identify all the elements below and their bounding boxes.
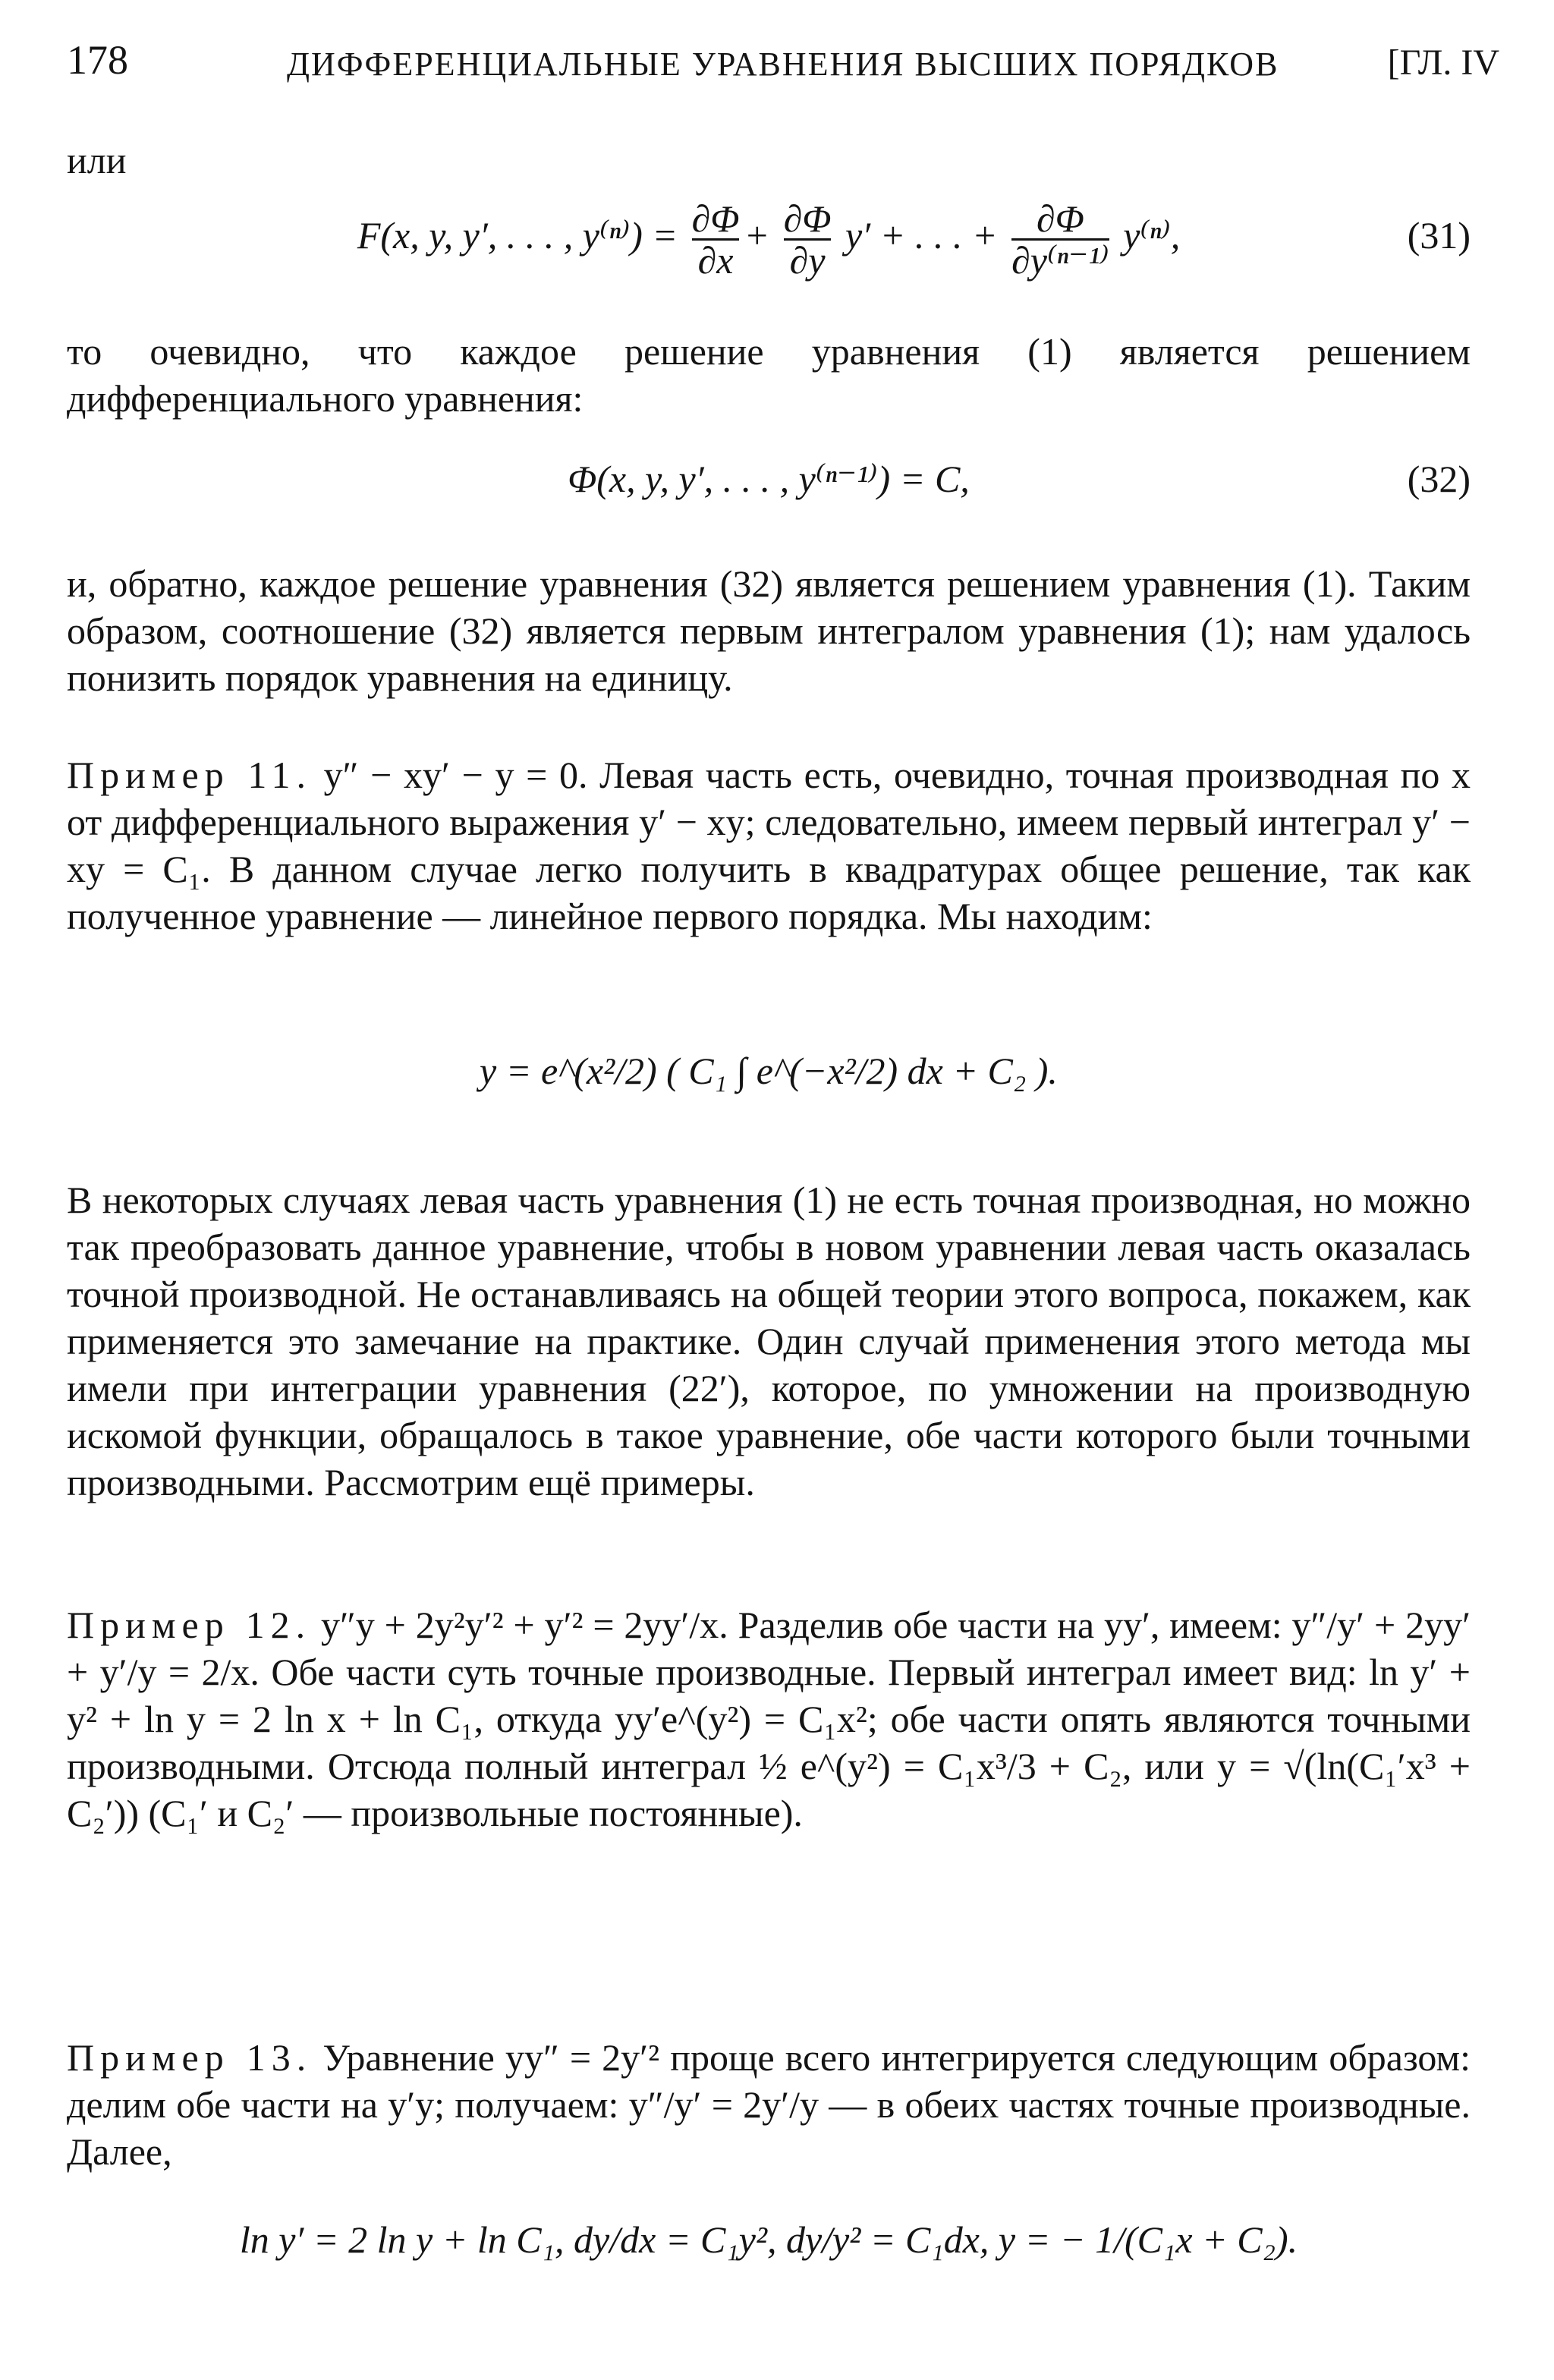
example-13-title: Пример 13. [67, 2036, 313, 2079]
eq31-tail-mid: y′ + . . . + [845, 214, 998, 257]
eq31-frac2-den: ∂y [789, 239, 826, 282]
example-12-title: Пример 12. [67, 1604, 312, 1646]
eq31-lhs: F(x, y, y′, . . . , y⁽ⁿ⁾) = [357, 214, 678, 257]
eq32-body: Φ(x, y, y′, . . . , y⁽ⁿ⁻¹⁾) = C, [568, 458, 970, 500]
running-head: ДИФФЕРЕНЦИАЛЬНЫЕ УРАВНЕНИЯ ВЫСШИХ ПОРЯДКОВ [287, 46, 1279, 83]
eq31-fraction-3 [1011, 199, 1109, 280]
example-12-text: y″y + 2y²y′² + y′² = 2yy′/x. Разделив обе части на yy′, имеем: y″/y′ + 2yy′ + y′/y = 2/x. Обе части суть точные производные. Первый интеграл имеет вид: ln y′ + y² + ln y = 2 ln x + ln C₁, откуда yy′e^(y²) = C₁x²; обе части опять являются точными производными. Отсюда полный интеграл ½ e^(y²) = C₁x³/3 + C₂, или y = √(ln(C₁′x³ + C₂′)) (C₁′ и C₂′ — произвольные постоянные). [67, 1604, 1471, 1834]
equation-number-32: (32) [1407, 458, 1471, 500]
example-11-text: y″ − xy′ − y = 0. Левая часть есть, очевидно, точная производная по x от дифференциального выражения y′ − xy; следовательно, имеем первый интеграл y′ − xy = C₁. В данном случае легко получить в квадратурах общее решение, так как полученное уравнение — линейное первого порядка. Мы находим: [67, 754, 1471, 937]
paragraph-3: В некоторых случаях левая часть уравнения (1) не есть точная производная, но можно так преобразовать данное уравнение, чтобы в новом уравнении левая часть оказалась точной производной. Не останавливаясь на общей теории этого вопроса, покажем, как применяется это замечание на практике. Один случай применения этого метода мы имели при интеграции уравнения (22′), которое, по умножении на производную искомой функции, обращалось в такое уравнение, обе части которого были точными производными. Рассмотрим ещё примеры. [67, 1179, 1471, 1503]
chapter-marker: [ГЛ. IV [1387, 42, 1499, 83]
intro-word: или [67, 139, 127, 181]
paragraph-2: и, обратно, каждое решение уравнения (32) является решением уравнения (1). Таким образом, соотношение (32) является первым интегралом уравнения (1); нам удалось понизить порядок уравнения на единицу. [67, 562, 1471, 699]
equation-31: F(x, y, y′, . . . , y⁽ⁿ⁾) = $\frac{\partial\Phi}{\partial x}$ + $\frac{\partial\Phi}{\partial y}$ y′ + . . . + $\frac{\partial\Phi}{\text{∂y⁽ⁿ⁻¹⁾}}$ y⁽ⁿ⁾, (31) [67, 190, 1471, 281]
equation-example-11: y = e^(x²/2) ( C₁ ∫ e^(−x²/2) dx + C₂ ). [480, 1050, 1058, 1092]
eq31-frac1-num: ∂Φ [691, 197, 740, 241]
example-13-text: Уравнение yy″ = 2y′² проще всего интегрируется следующим образом: делим обе части на y′y; получаем: y″/y′ = 2y′/y — в обеих частях точные производные. Далее, [67, 2036, 1471, 2173]
equation-final: ln y′ = 2 ln y + ln C₁, dy/dx = C₁y², dy/y² = C₁dx, y = − 1/(C₁x + C₂). [239, 2218, 1298, 2261]
example-11-title: Пример 11. [67, 754, 313, 796]
page-number: 178 [67, 37, 128, 83]
eq31-frac3-den: ∂y⁽ⁿ⁻¹⁾ [1011, 239, 1109, 282]
equation-number-31: (31) [1407, 214, 1471, 257]
equation-32 [67, 455, 1471, 502]
example-12 [67, 1601, 1471, 1837]
eq31-frac3-num: ∂Φ [1011, 199, 1109, 241]
example-11 [67, 751, 1471, 940]
eq31-frac1-den: ∂x [697, 239, 734, 282]
eq31-tail-end: y⁽ⁿ⁾, [1123, 214, 1181, 257]
paragraph-1: то очевидно, что каждое решение уравнения (1) является решением дифференциального уравнения: [67, 330, 1471, 420]
example-13 [67, 2034, 1471, 2175]
eq31-fraction-1 [692, 199, 740, 280]
page-header [67, 36, 1499, 90]
eq31-frac2-num: ∂Φ [783, 197, 832, 241]
eq31-fraction-2 [784, 199, 832, 280]
